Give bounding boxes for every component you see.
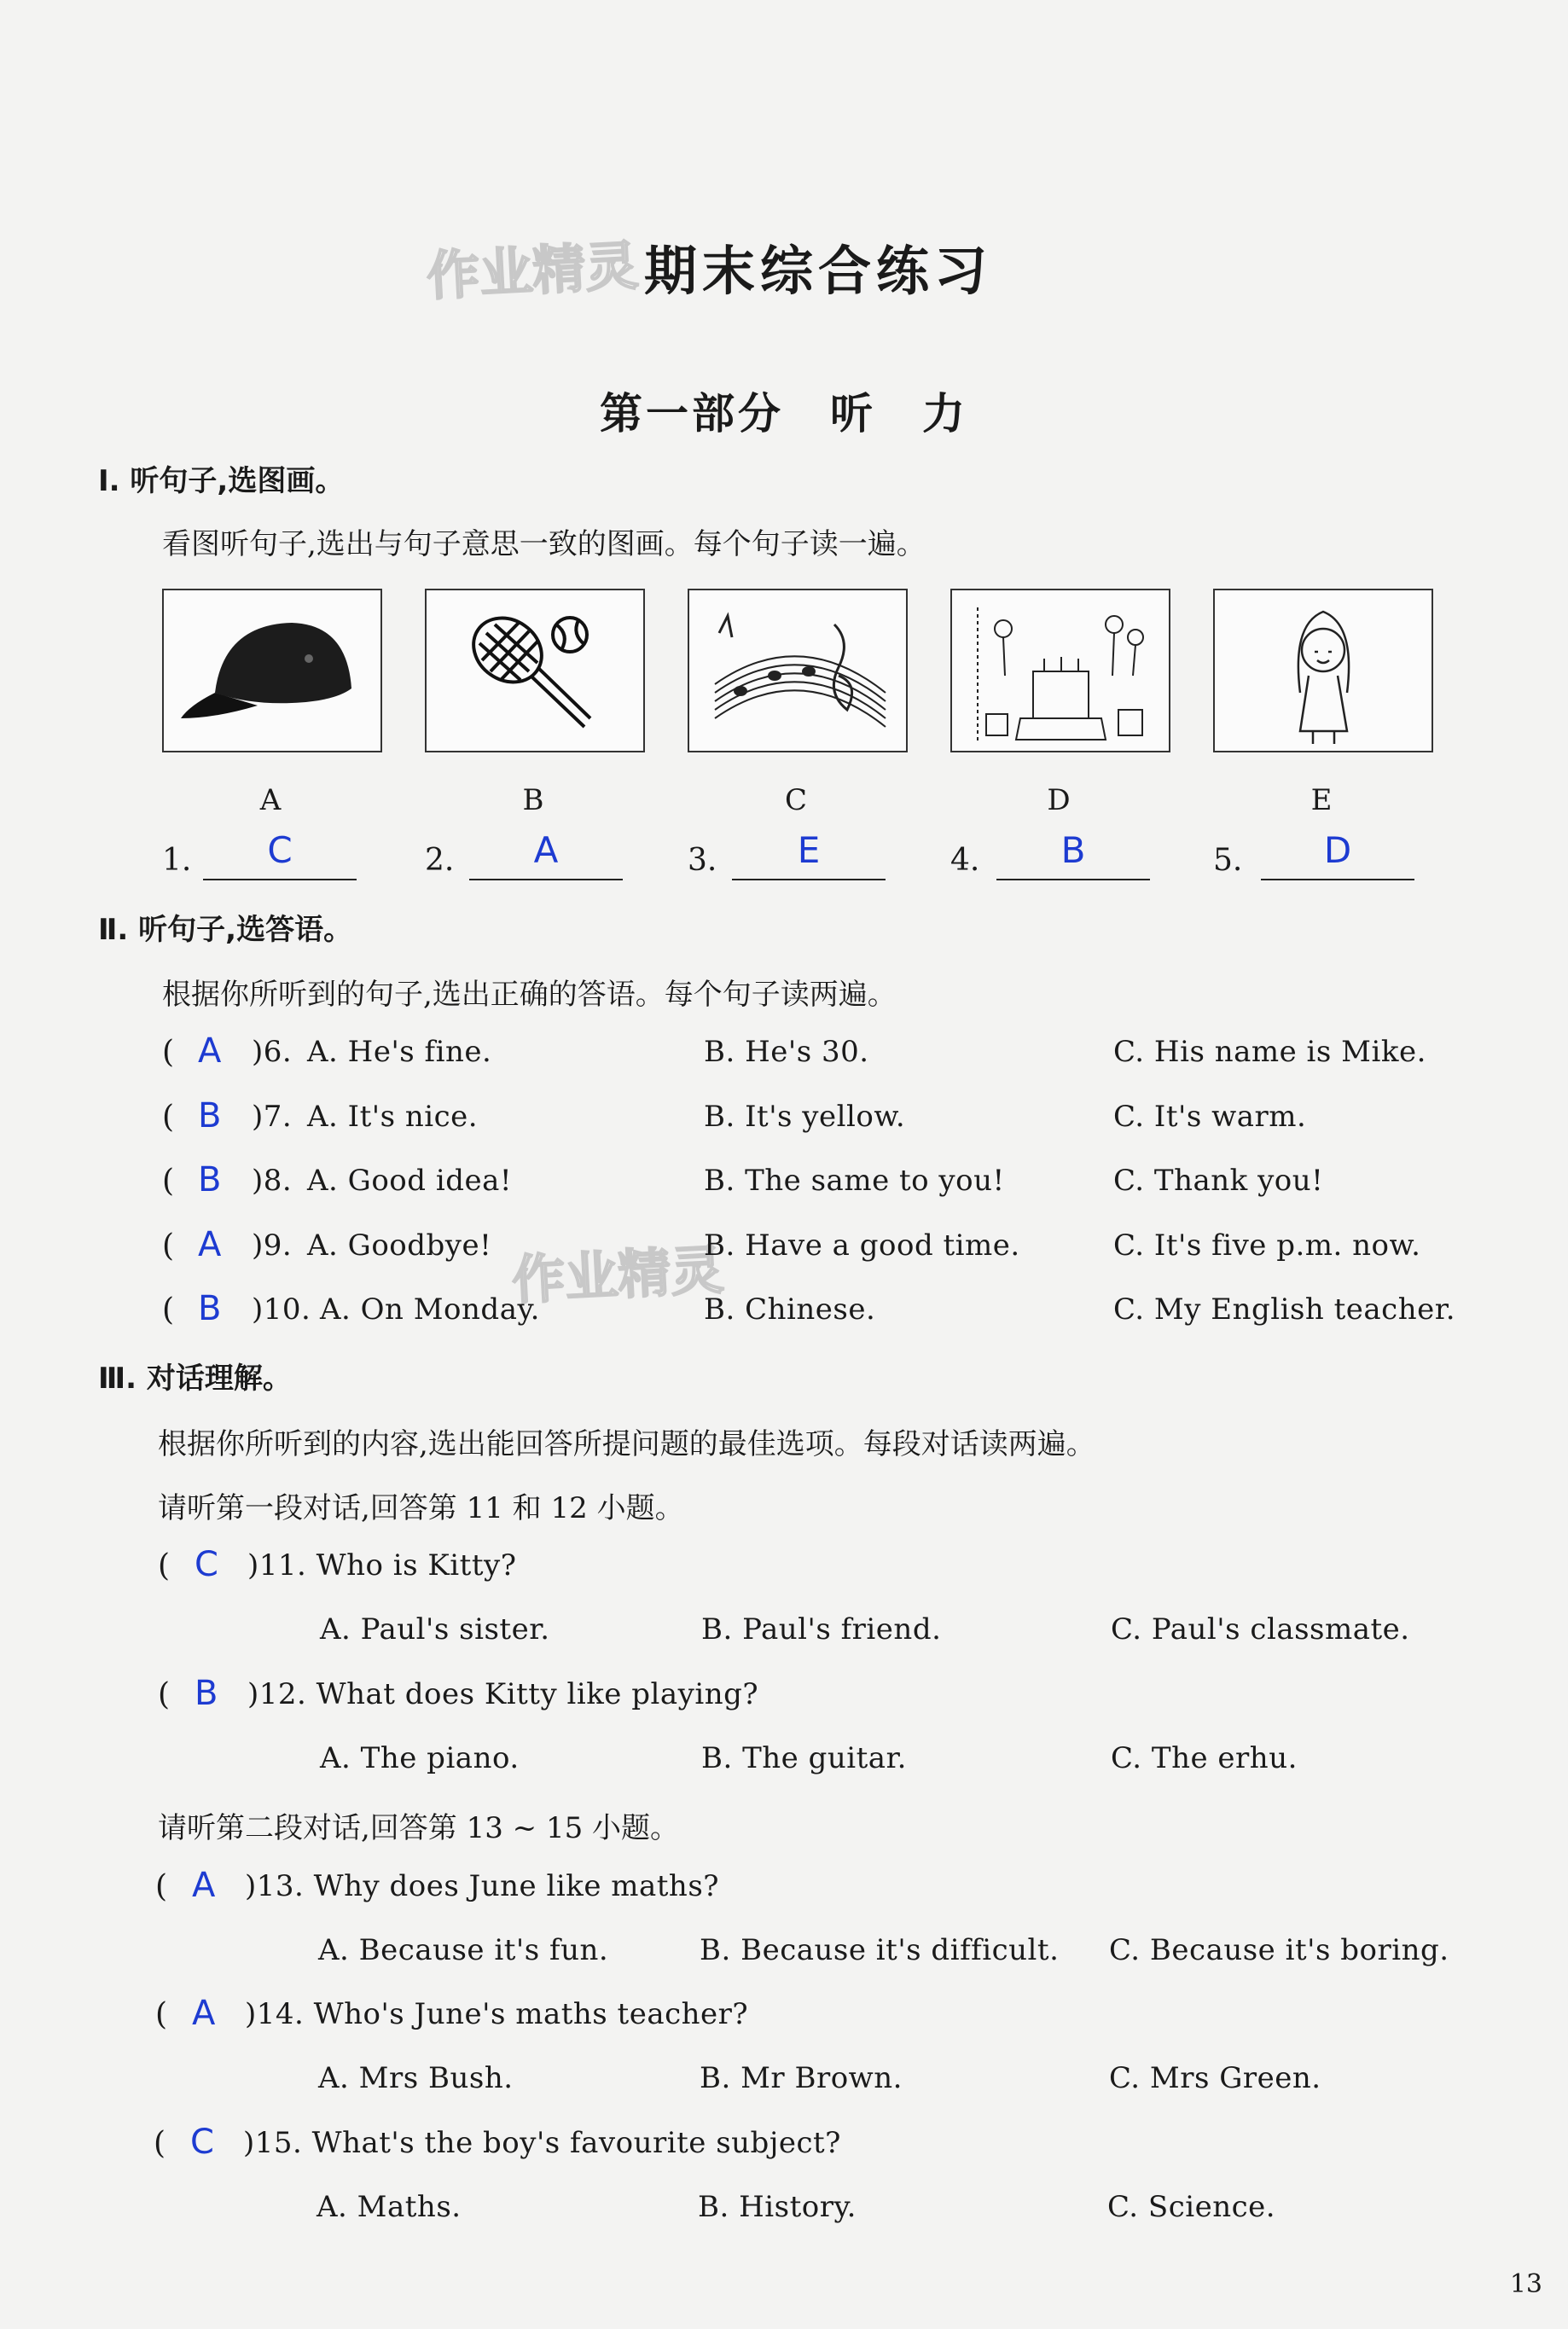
option-b: B. Chinese. (704, 1292, 876, 1327)
option-c: C. It's five p.m. now. (1113, 1228, 1421, 1263)
option-b: B. It's yellow. (704, 1100, 906, 1134)
option-b: B. Because it's difficult. (700, 1933, 1060, 1967)
option-b: B. Mr Brown. (700, 2061, 903, 2095)
option-c: C. His name is Mike. (1113, 1035, 1426, 1069)
question-6-num: )6. (252, 1035, 293, 1069)
picture-c-music (688, 589, 908, 752)
answer-11: C (195, 1545, 218, 1584)
option-c: C. Thank you! (1113, 1164, 1324, 1198)
answer-7: B (198, 1096, 222, 1135)
paren-open: ( (162, 1228, 175, 1263)
question-8-num: )8. (252, 1164, 293, 1198)
section3-instruction: 根据你所听到的内容,选出能回答所提问题的最佳选项。每段对话读两遍。 (158, 1427, 1095, 1461)
answer-5: D (1323, 829, 1352, 871)
option-c: C. The erhu. (1111, 1741, 1298, 1775)
section3-heading: Ⅲ. 对话理解。 (98, 1362, 292, 1396)
option-b: B. Have a good time. (704, 1228, 1020, 1263)
option-b: B. He's 30. (704, 1035, 869, 1069)
option-b: B. Paul's friend. (701, 1612, 942, 1647)
option-a: A. The piano. (320, 1741, 520, 1775)
picture-e-girl (1213, 589, 1433, 752)
answer-12: B (195, 1674, 218, 1713)
dialog2-intro: 请听第二段对话,回答第 13 ~ 15 小题。 (158, 1811, 680, 1845)
paren-open: ( (158, 1548, 171, 1583)
paren-open: ( (155, 1869, 168, 1904)
birthday-party-icon (952, 590, 1169, 751)
answer-blank-2[interactable] (469, 879, 623, 880)
question-13-stem: )13. Why does June like maths? (245, 1869, 719, 1903)
option-a: A. Because it's fun. (318, 1933, 609, 1967)
answer-15: C (190, 2123, 214, 2162)
paren-open: ( (162, 1164, 175, 1199)
option-a: A. He's fine. (307, 1035, 492, 1069)
blank-number-4: 4. (950, 843, 980, 878)
blank-number-5: 5. (1213, 843, 1243, 878)
tennis-icon (427, 590, 643, 751)
option-c: C. Because it's boring. (1109, 1933, 1449, 1967)
answer-2: A (533, 829, 559, 871)
option-c: C. Mrs Green. (1109, 2061, 1321, 2095)
question-11-stem: )11. Who is Kitty? (247, 1548, 517, 1583)
answer-6: A (198, 1031, 222, 1071)
cap-icon (164, 590, 380, 751)
paren-open: ( (162, 1100, 175, 1135)
answer-3: E (797, 829, 821, 871)
section2-heading: Ⅱ. 听句子,选答语。 (98, 913, 353, 947)
option-a: A. Good idea! (307, 1164, 513, 1198)
option-c: C. Paul's classmate. (1111, 1612, 1410, 1647)
section2-instruction: 根据你所听到的句子,选出正确的答语。每个句子读两遍。 (162, 978, 897, 1012)
answer-blank-4[interactable] (996, 879, 1150, 880)
option-b: B. History. (698, 2190, 857, 2224)
picture-d-birthday (950, 589, 1170, 752)
answer-9: A (198, 1225, 222, 1264)
answer-8: B (198, 1160, 222, 1199)
question-7-num: )7. (252, 1100, 293, 1134)
option-a: A. Mrs Bush. (318, 2061, 514, 2095)
option-c: C. It's warm. (1113, 1100, 1307, 1134)
answer-13: A (192, 1866, 216, 1905)
paren-open: ( (154, 2126, 166, 2161)
option-b: B. The same to you! (704, 1164, 1005, 1198)
option-a: A. Paul's sister. (320, 1612, 550, 1647)
option-b: B. The guitar. (701, 1741, 907, 1775)
question-12-stem: )12. What does Kitty like playing? (247, 1677, 759, 1711)
page-number: 13 (1509, 2269, 1542, 2299)
section1-heading: Ⅰ. 听句子,选图画。 (98, 464, 345, 498)
question-15-stem: )15. What's the boy's favourite subject? (243, 2126, 841, 2160)
page-title: 期末综合练习 (643, 240, 992, 302)
question-9-num: )9. (252, 1228, 293, 1263)
answer-14: A (192, 1994, 216, 2033)
option-a: A. Maths. (317, 2190, 462, 2224)
paren-open: ( (155, 1997, 168, 2032)
option-c: C. Science. (1107, 2190, 1276, 2224)
answer-1: C (267, 829, 293, 871)
section1-instruction: 看图听句子,选出与句子意思一致的图画。每个句子读一遍。 (162, 527, 926, 561)
answer-blank-1[interactable] (203, 879, 357, 880)
option-c: C. My English teacher. (1113, 1292, 1456, 1327)
blank-number-3: 3. (688, 843, 717, 878)
picture-b-tennis (425, 589, 645, 752)
option-a: A. It's nice. (307, 1100, 479, 1134)
picture-letter-c: C (784, 783, 807, 817)
paren-open: ( (158, 1677, 171, 1712)
answer-4: B (1060, 829, 1086, 871)
picture-letter-b: B (522, 783, 544, 817)
question-10-num: )10. (252, 1292, 311, 1327)
picture-a-cap (162, 589, 382, 752)
watermark-middle: 作业精灵 (510, 1238, 726, 1312)
picture-letter-e: E (1310, 783, 1333, 817)
music-notes-icon (689, 590, 906, 751)
blank-number-1: 1. (162, 843, 192, 878)
answer-blank-5[interactable] (1261, 879, 1414, 880)
dialog1-intro: 请听第一段对话,回答第 11 和 12 小题。 (158, 1491, 684, 1525)
paren-open: ( (162, 1035, 175, 1070)
option-a: A. Goodbye! (307, 1228, 492, 1263)
picture-letter-a: A (259, 783, 282, 817)
paren-open: ( (162, 1292, 175, 1327)
option-a: A. On Monday. (320, 1292, 540, 1327)
answer-blank-3[interactable] (732, 879, 886, 880)
answer-10: B (198, 1289, 222, 1328)
blank-number-2: 2. (425, 843, 455, 878)
question-14-stem: )14. Who's June's maths teacher? (245, 1997, 749, 2031)
part-title: 第一部分 听 力 (600, 388, 968, 439)
girl-icon (1215, 590, 1432, 751)
watermark-top: 作业精灵 (425, 234, 641, 308)
picture-letter-d: D (1047, 783, 1071, 817)
